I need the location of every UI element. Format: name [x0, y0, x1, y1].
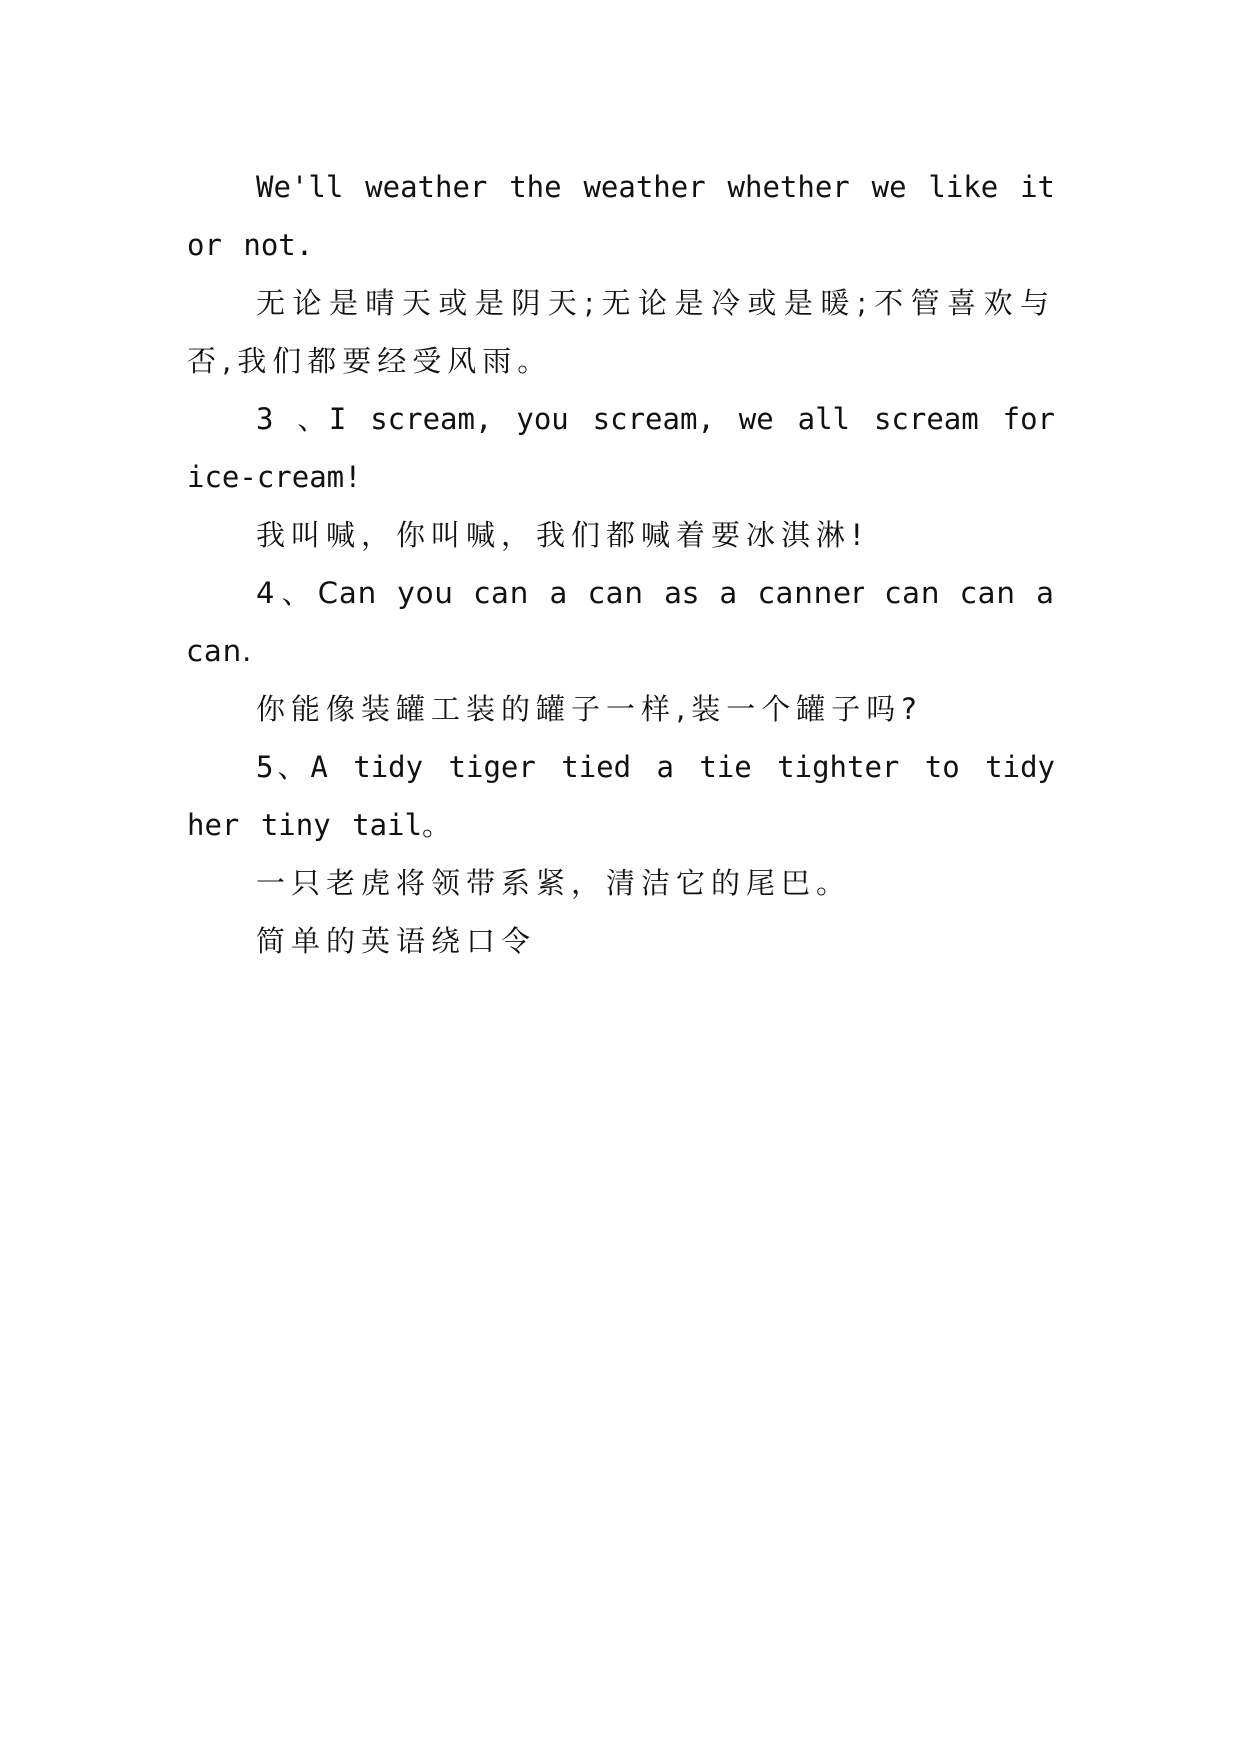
paragraph-english-weather: We'll weather the weather whether we like it or not.: [187, 170, 1055, 262]
section-heading: 简单的英语绕口令: [256, 924, 537, 958]
paragraph-chinese-tiger: 一只老虎将领带系紧，清洁它的尾巴。: [256, 866, 852, 900]
paragraph-chinese-weather: 无论是晴天或是阴天;无论是冷或是暖;不管喜欢与否,我们都要经受风雨。: [187, 286, 1055, 378]
document-body: [187, 158, 1055, 970]
paragraph-chinese-scream: 我叫喊，你叫喊，我们都喊着要冰淇淋!: [256, 518, 869, 552]
paragraph-english-can: 4、Can you can a can as a canner can can a can.: [187, 576, 1055, 668]
paragraph-english-tiger: 5、A tidy tiger tied a tie tighter to tidy her tiny tail。: [187, 750, 1055, 842]
paragraph-chinese-can: 你能像装罐工装的罐子一样,装一个罐子吗?: [256, 692, 923, 726]
paragraph-english-scream: 3 、I scream, you scream, we all scream for ice-cream!: [187, 402, 1055, 494]
